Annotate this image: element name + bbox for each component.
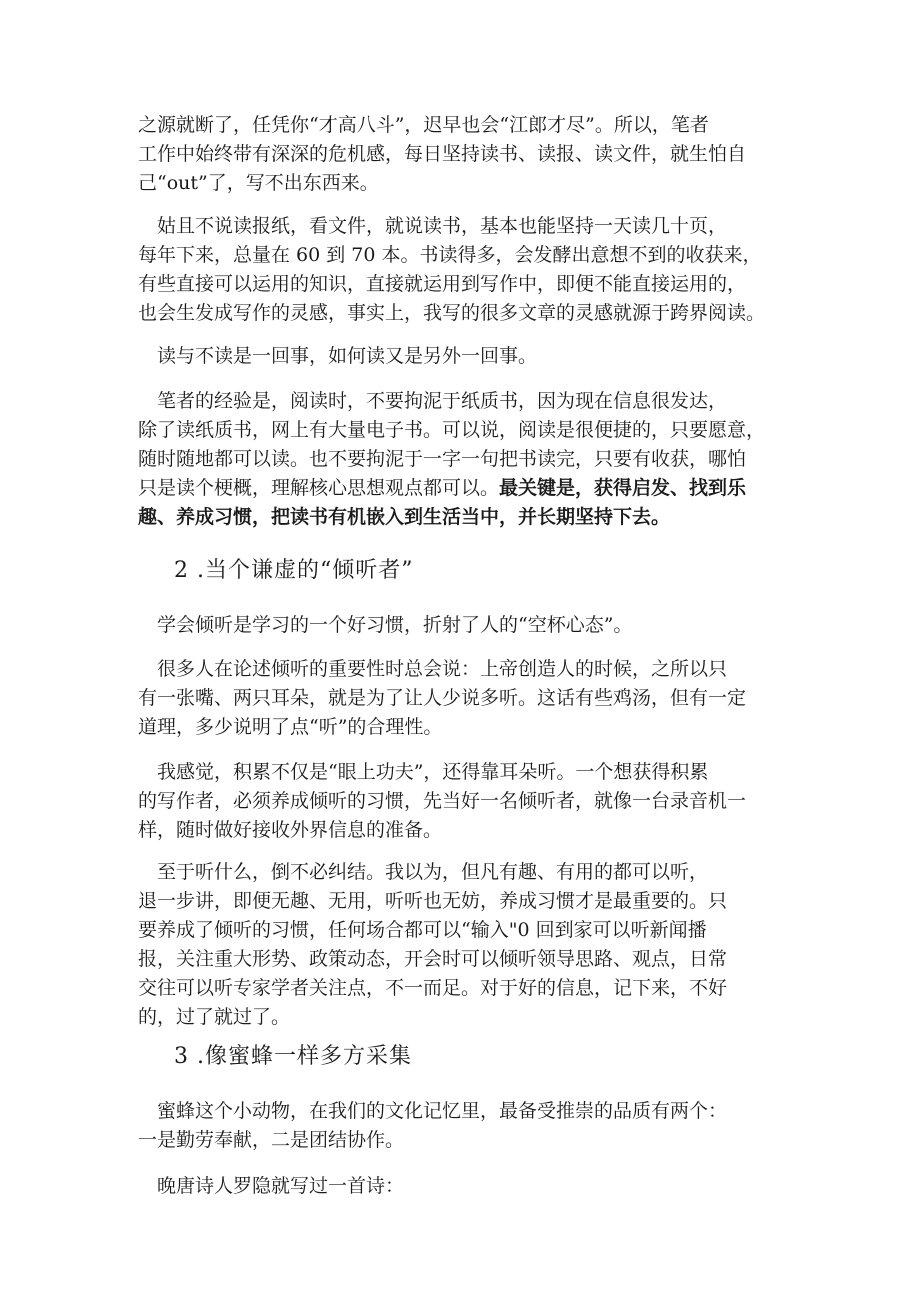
text-line: 的写作者，必须养成倾听的习惯，先当好一名倾听者，就像一台录音机一 [138, 790, 747, 812]
emphasis-text: 最关键是，获得启发、找到乐 [499, 477, 747, 499]
paragraph-reading-volume [138, 212, 778, 328]
text-line: 很多人在论述倾听的重要性时总会说：上帝创造人的时候，之所以只 [138, 658, 728, 680]
text-line: 学会倾听是学习的一个好习惯，折射了人的“空杯心态”。 [138, 614, 633, 636]
text-line: 我感觉，积累不仅是“眼上功夫”，还得靠耳朵听。一个想获得积累 [138, 761, 709, 783]
section-heading-bee: 3 .像蜜蜂一样多方采集 [174, 1044, 412, 1069]
paragraph-reading-crisis [138, 111, 778, 198]
text-line: 姑且不说读报纸，看文件，就说读书，基本也能坚持一天读几十页， [138, 215, 728, 237]
paragraph-luo-yin [138, 1172, 778, 1201]
paragraph-listening-importance [138, 655, 778, 742]
text-line: 要养成了倾听的习惯，任何场合都可以“输入"0 回到家可以听新闻播 [138, 919, 707, 941]
text-line: 笔者的经验是，阅读时，不要拘泥于纸质书，因为现在信息很发达， [138, 390, 728, 412]
text-line: 己“out”了，写不出东西来。 [138, 172, 379, 194]
text-line: 有些直接可以运用的知识，直接就运用到写作中，即便不能直接运用的， [138, 273, 747, 295]
paragraph-what-to-listen [138, 858, 778, 1032]
emphasis-line: 趣、养成习惯，把读书有机嵌入到生活当中，并长期坚持下去。 [138, 506, 671, 528]
text-line: 晚唐诗人罗隐就写过一首诗： [138, 1175, 405, 1197]
inline-text: 只是读个梗概，理解核心思想观点都可以。 [138, 477, 500, 499]
text-line [138, 474, 778, 503]
text-line: 退一步讲，即便无趣、无用，听听也无妨，养成习惯才是最重要的。只 [138, 890, 728, 912]
paragraph-ear-work [138, 758, 778, 845]
paragraph-bee-qualities [138, 1097, 778, 1155]
text-line: 有一张嘴、两只耳朵，就是为了让人少说多听。这话有些鸡汤，但有一定 [138, 687, 747, 709]
text-line: 也会生发成写作的灵感，事实上，我写的很多文章的灵感就源于跨界阅读。 [138, 302, 766, 324]
text-line: 交往可以听专家学者关注点，不一而足。对于好的信息，记下来，不好 [138, 977, 728, 999]
text-line: 随时随地都可以读。也不要拘泥于一字一句把书读完，只要有收获，哪怕 [138, 448, 747, 470]
text-line: 一是勤劳奉献，二是团结协作。 [138, 1129, 405, 1151]
paragraph-reading-experience [138, 387, 778, 532]
text-line: 工作中始终带有深深的危机感，每日坚持读书、读报、读文件，就生怕自 [138, 143, 747, 165]
text-line: 除了读纸质书，网上有大量电子书。可以说，阅读是很便捷的，只要愿意， [138, 419, 766, 441]
text-line: 的，过了就过了。 [138, 1006, 291, 1028]
text-line: 报，关注重大形势、政策动态，开会时可以倾听领导思路、观点，日常 [138, 948, 728, 970]
paragraph-listening-habit [138, 611, 778, 640]
paragraph-how-to-read [138, 342, 778, 371]
section-heading-listener: 2 .当个谦虚的“倾听者” [174, 558, 414, 583]
text-line: 道理，多少说明了点“听”的合理性。 [138, 716, 443, 738]
text-line: 至于听什么，倒不必纠结。我以为，但凡有趣、有用的都可以听， [138, 861, 709, 883]
text-line: 之源就断了，任凭你“才高八斗”，迟早也会“江郎才尽”。所以，笔者 [138, 114, 709, 136]
text-line: 读与不读是一回事，如何读又是另外一回事。 [138, 345, 538, 367]
text-line: 蜜蜂这个小动物，在我们的文化记忆里，最备受推崇的品质有两个： [138, 1100, 728, 1122]
text-line: 每年下来，总量在 60 到 70 本。书读得多，会发酵出意想不到的收获来， [138, 244, 762, 266]
text-line: 样，随时做好接收外界信息的准备。 [138, 819, 443, 841]
